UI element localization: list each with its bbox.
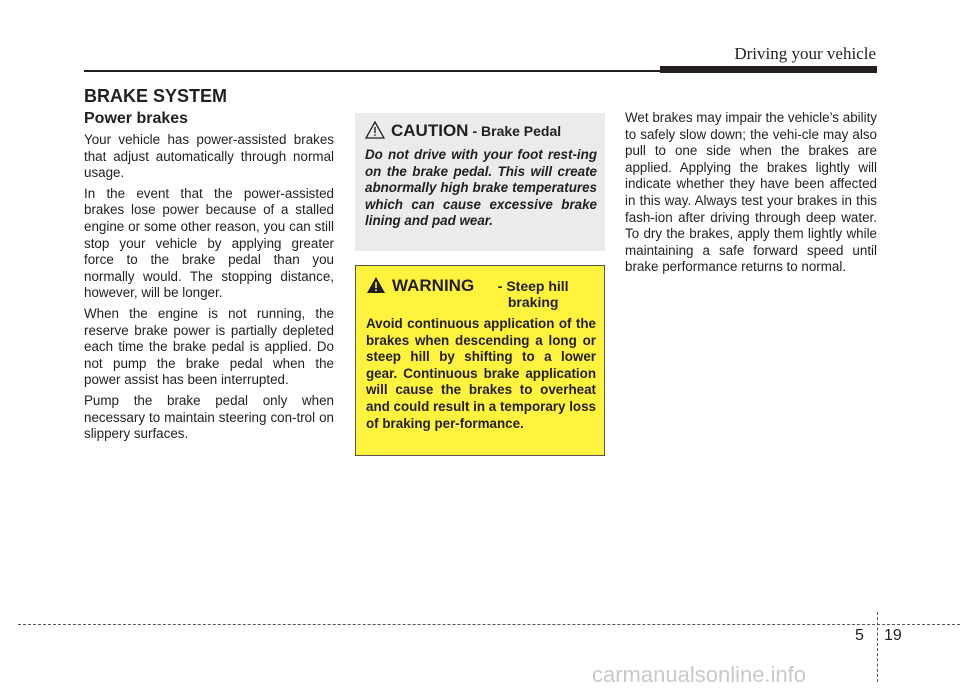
section-number: 5 <box>855 627 864 644</box>
right-column <box>625 110 877 280</box>
paragraph: Your vehicle has power-assisted brakes that adjust automatically through normal usage. <box>84 132 334 181</box>
caution-box <box>355 113 605 251</box>
paragraph: In the event that the power-assisted brakes lose power because of a stalled engine or some other reason, you can still stop your vehicle by applying greater force to the brake pedal than you normally would. The stopping distance, however, will be longer. <box>84 185 334 301</box>
warning-text: Avoid continuous application of the brakes when descending a long or steep hill by shifting to a lower gear. Continuous brake application will cause the brakes to overheat and could result in a temporary loss of braking per-formance. <box>366 316 596 431</box>
caution-label: CAUTION <box>391 121 469 140</box>
page-divider-mark <box>877 612 878 682</box>
warning-subtitle: - Steep hill braking <box>497 278 569 310</box>
header-rule-thick <box>660 66 877 73</box>
header-rule <box>84 70 660 72</box>
watermark: carmanualsonline.info <box>592 662 807 687</box>
chapter-title: Driving your vehicle <box>734 44 876 63</box>
subsection-heading: Power brakes <box>84 110 189 127</box>
page-number: 19 <box>884 627 902 644</box>
paragraph: Pump the brake pedal only when necessary to maintain steering con-trol on slippery surfaces. <box>84 392 334 442</box>
caution-triangle-icon <box>365 121 385 139</box>
warning-triangle-icon <box>366 276 386 294</box>
warning-header <box>366 276 596 310</box>
caution-subtitle: - Brake Pedal <box>472 123 562 139</box>
warning-box <box>355 265 605 456</box>
paragraph: Wet brakes may impair the vehicle’s ability to safely slow down; the vehi-cle may also pull to one side when the brakes are applied. Applying the brakes lightly will indicate whether they have been affected in this way. Always test your brakes in this fash-ion after driving through deep water. To dry the brakes, apply them lightly while maintaining a safe forward speed until brake performance returns to normal. <box>625 110 877 275</box>
section-title: BRAKE SYSTEM <box>84 86 228 106</box>
caution-header <box>365 121 597 141</box>
left-column <box>84 110 334 447</box>
caution-text: Do not drive with your foot rest-ing on the brake pedal. This will create abnormally high brake temperatures which can cause excessive brake lining and pad wear. <box>365 147 597 229</box>
paragraph: When the engine is not running, the reserve brake power is partially depleted each time the brake pedal is applied. Do not pump the brake pedal when the power assist has been interrupted. <box>84 305 334 388</box>
footer-rule <box>18 624 960 625</box>
warning-label: WARNING <box>392 276 475 295</box>
